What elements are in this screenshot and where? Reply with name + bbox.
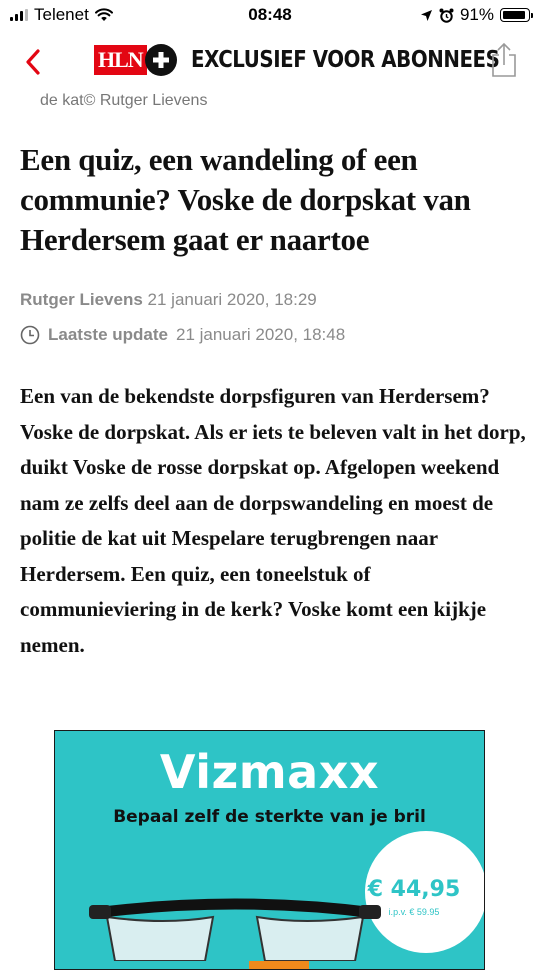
article-headline: Een quiz, een wandeling of een communie? Voske de dorpskat van Herdersem gaat er naartoe bbox=[20, 142, 471, 257]
update-date: 21 januari 2020, 18:48 bbox=[175, 325, 346, 344]
back-button[interactable] bbox=[18, 42, 48, 82]
chevron-left-icon bbox=[25, 49, 41, 75]
carrier-name: Telenet bbox=[34, 5, 89, 24]
ad-cta-strip bbox=[249, 961, 309, 969]
byline bbox=[20, 290, 317, 310]
hln-logo: HLN bbox=[94, 45, 147, 75]
clock-icon bbox=[20, 325, 40, 345]
ad-price: € 44,95 bbox=[367, 877, 461, 902]
share-icon bbox=[490, 42, 518, 78]
last-update bbox=[20, 325, 345, 345]
glasses-icon bbox=[85, 891, 385, 961]
nav-title: EXCLUSIEF VOOR ABONNEES bbox=[190, 47, 500, 73]
nav-bar bbox=[0, 36, 540, 86]
status-bar bbox=[0, 0, 540, 30]
advertisement-banner[interactable] bbox=[54, 730, 485, 970]
battery-percent: 91% bbox=[459, 5, 494, 24]
alarm-icon bbox=[439, 8, 454, 23]
plus-icon bbox=[145, 44, 177, 76]
ad-tagline: Bepaal zelf de sterkte van je bril bbox=[113, 807, 426, 827]
status-right bbox=[420, 5, 530, 25]
share-button[interactable] bbox=[490, 42, 518, 83]
location-icon bbox=[420, 9, 433, 22]
article-intro: Een van de bekendste dorpsfiguren van Herdersem? Voske de dorpskat. Als er iets te beleven valt in het dorp, duikt Voske de rosse dorpskat op. Afgelopen weekend nam ze zelfs deel aan de dorpswandeling en moest de politie de kat uit Mespelare terugbrengen naar Herdersem. Een quiz, een toneelstuk of communieviering in de kerk? Voske komt een kijkje nemen. bbox=[20, 384, 526, 657]
photo-caption: de kat© Rutger Lievens bbox=[40, 92, 208, 109]
publish-date: 21 januari 2020, 18:29 bbox=[147, 290, 317, 309]
battery-icon bbox=[500, 8, 530, 22]
hln-brand bbox=[94, 44, 540, 76]
author-name[interactable]: Rutger Lievens bbox=[20, 290, 143, 309]
ad-old-price: i.p.v. € 59.95 bbox=[388, 907, 440, 917]
ad-brand: Vizmaxx bbox=[159, 745, 380, 799]
status-time: 08:48 bbox=[248, 5, 292, 24]
update-label: Laatste update bbox=[48, 325, 168, 344]
